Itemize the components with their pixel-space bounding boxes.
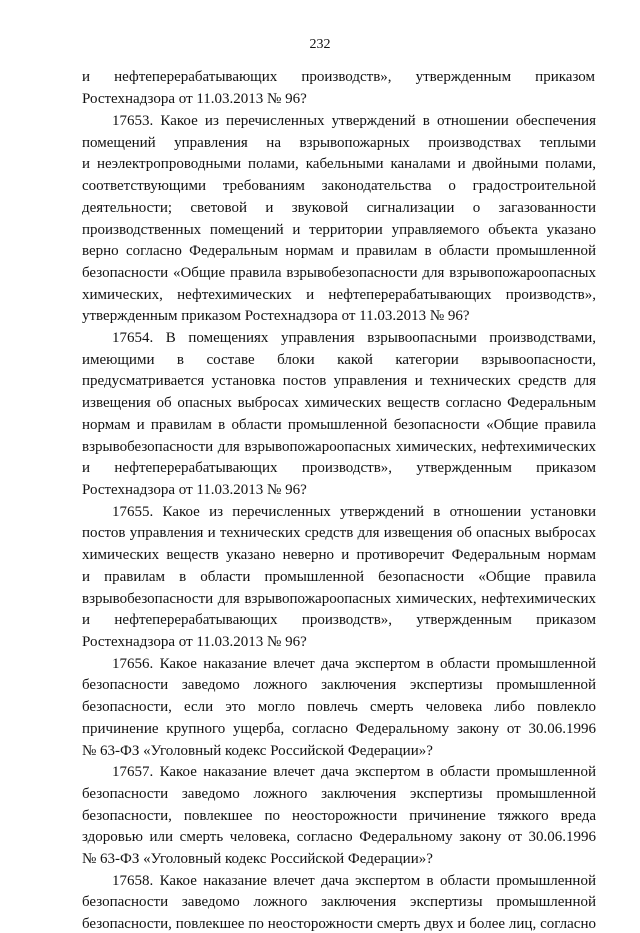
text-line: химических веществ указано неверно и противоречит Федеральным нормам [82, 547, 596, 563]
text-line: помещений управления на взрывопожарных производствах теплыми [82, 135, 596, 151]
text-line: соответствующими требованиям законодательства о градостроительной [82, 178, 596, 194]
text-line: утвержденным приказом Ростехнадзора от 11.03.2013 № 96? [82, 308, 470, 324]
text-line: извещения об опасных выбросах химических веществ согласно Федеральным [82, 395, 596, 411]
text-line: химических, нефтехимических и нефтеперерабатывающих производств», [82, 287, 596, 303]
text-line: взрывобезопасности для взрывопожароопасных химических, нефтехимических [82, 439, 596, 455]
text-line: здоровью или смерть человека, согласно Федеральному закону от 30.06.1996 [82, 829, 596, 845]
text-line: 17653. Какое из перечисленных утверждений в отношении обеспечения [112, 113, 596, 129]
text-line: взрывобезопасности для взрывопожароопасных химических, нефтехимических [82, 591, 596, 607]
text-line: безопасности, повлекшее по неосторожности смерть двух и более лиц, согласно [82, 916, 596, 932]
text-line: 17656. Какое наказание влечет дача экспертом в области промышленной [112, 656, 596, 672]
text-line: Ростехнадзора от 11.03.2013 № 96? [82, 634, 307, 650]
text-line: № 63-ФЗ «Уголовный кодекс Российской Федерации»? [82, 851, 433, 867]
text-line: Ростехнадзора от 11.03.2013 № 96? [82, 482, 307, 498]
text-line: безопасности заведомо ложного заключения экспертизы промышленной [82, 894, 596, 910]
text-line: безопасности, если это могло повлечь смерть человека либо повлекло [82, 699, 596, 715]
text-line: производственных помещений и территории управляемого объекта указано [82, 222, 596, 238]
text-line: Ростехнадзора от 11.03.2013 № 96? [82, 91, 307, 107]
page-number: 232 [309, 37, 331, 52]
text-line: 17654. В помещениях управления взрывоопасными производствами, [112, 330, 596, 346]
text-line: безопасности, повлекшее по неосторожности причинение тяжкого вреда [82, 808, 596, 824]
text-line: деятельности; световой и звуковой сигнализации о загазованности [82, 200, 596, 216]
text-line: № 63-ФЗ «Уголовный кодекс Российской Федерации»? [82, 743, 433, 759]
text-line: и нефтеперерабатывающих производств», утвержденным приказом [82, 460, 596, 476]
text-line: безопасности заведомо ложного заключения экспертизы промышленной [82, 786, 596, 802]
text-line: и правилам в области промышленной безопасности «Общие правила [82, 569, 596, 585]
text-line: и неэлектропроводными полами, кабельными каналами и двойными полами, [82, 156, 596, 172]
text-line: причинение крупного ущерба, согласно Федеральному закону от 30.06.1996 [82, 721, 596, 737]
text-line: нормам и правилам в области промышленной безопасности «Общие правила [82, 417, 596, 433]
text-line: постов управления и технических средств для извещения об опасных выбросах [82, 525, 596, 541]
text-line: верно согласно Федеральным нормам и правилам в области промышленной [82, 243, 596, 259]
text-line: имеющими в составе блоки какой категории взрывоопасности, [82, 352, 596, 368]
text-line: предусматривается установка постов управления и технических средств для [82, 373, 596, 389]
text-line: и нефтеперерабатывающих производств», утвержденным приказом [82, 69, 595, 85]
text-line: и нефтеперерабатывающих производств», утвержденным приказом [82, 612, 596, 628]
text-line: 17655. Какое из перечисленных утверждений в отношении установки [112, 504, 596, 520]
text-line: 17657. Какое наказание влечет дача экспертом в области промышленной [112, 764, 596, 780]
text-line: 17658. Какое наказание влечет дача экспертом в области промышленной [112, 873, 596, 889]
text-line: безопасности заведомо ложного заключения экспертизы промышленной [82, 677, 596, 693]
text-line: безопасности «Общие правила взрывобезопасности для взрывопожароопасных [82, 265, 596, 281]
